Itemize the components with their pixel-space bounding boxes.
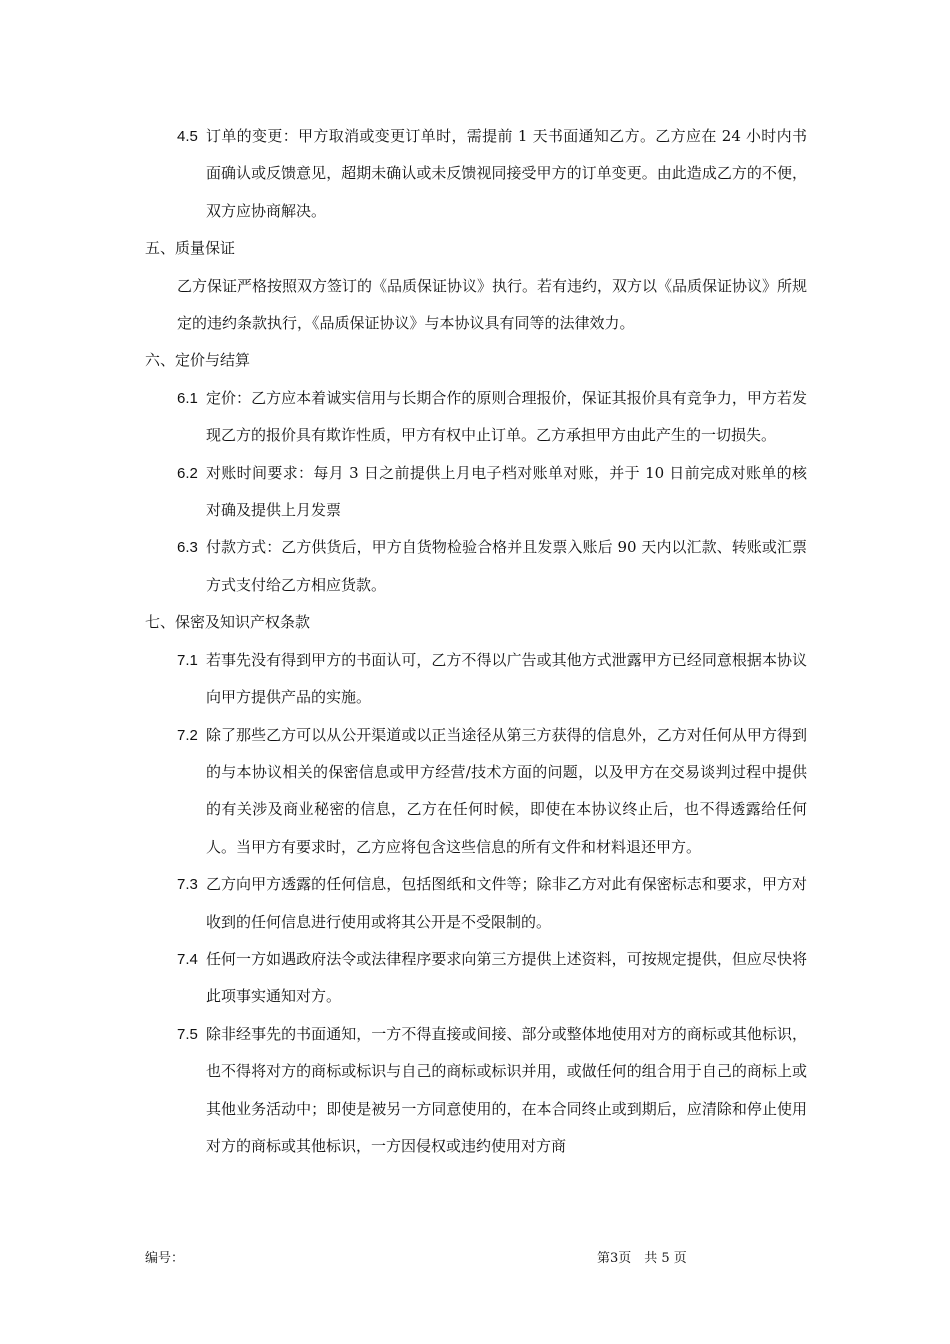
clause-text: 付款方式：乙方供货后，甲方自货物检验合格并且发票入账后 90 天内以汇款、转账或汇票方式支付给乙方相应货款。 [206,538,807,594]
clause-number: 4.5 [177,128,198,145]
paragraph-text: 乙方保证严格按照双方签订的《品质保证协议》执行。若有违约，双方以《品质保证协议》所规定的违约条款执行，《品质保证协议》与本协议具有同等的法律效力。 [177,276,808,333]
clause-7-4 [145,941,807,1016]
clause-number: 7.4 [177,950,198,968]
clause-number: 7.1 [177,651,198,669]
clause-number: 6.1 [177,389,198,407]
clause-text: 任何一方如遇政府法令或法律程序要求向第三方提供上述资料，可按规定提供，但应尽快将此项事实通知对方。 [206,949,807,1006]
clause-number: 7.5 [177,1025,198,1043]
clause-number: 7.2 [177,726,198,744]
clause-6-3 [145,529,807,604]
clause-4-5 [145,118,807,230]
section-heading-quality: 五、质量保证 [145,239,236,258]
footer-document-number: 编号： [145,1251,185,1266]
footer-page-info: 第3页 共 5 页 [597,1251,687,1266]
section-heading-pricing: 六、定价与结算 [145,351,251,370]
section-paragraph-quality [145,268,807,343]
clause-6-2 [145,455,807,530]
clause-text: 乙方向甲方透露的任何信息，包括图纸和文件等；除非乙方对此有保密标志和要求，甲方对收到的任何信息进行使用或将其公开是不受限制的。 [206,875,807,931]
clause-text: 除非经事先的书面通知，一方不得直接或间接、部分或整体地使用对方的商标或其他标识，也不得将对方的商标或标识与自己的商标或标识并用，或做任何的组合用于自己的商标上或其他业务活动中；即使是被另一方同意使用的，在本合同终止或到期后，应清除和停止使用对方的商标或其他标识，一方因侵权或违约使用对方商 [206,1024,807,1155]
clause-number: 6.2 [177,464,198,482]
document-body [145,118,807,1165]
clause-number: 7.3 [177,876,198,894]
clause-7-1 [145,642,807,717]
clause-6-1 [145,380,807,455]
clause-text: 对账时间要求：每月 3 日之前提供上月电子档对账单对账，并于 10 日前完成对账单的核对确及提供上月发票 [206,463,807,520]
clause-text: 订单的变更：甲方取消或变更订单时，需提前 1 天书面通知乙方。乙方应在 24 小时内书面确认或反馈意见，超期未确认或未反馈视同接受甲方的订单变更。由此造成乙方的不便，双方应协商解决。 [206,127,807,220]
section-heading-confidentiality: 七、保密及知识产权条款 [145,613,311,632]
clause-text: 若事先没有得到甲方的书面认可，乙方不得以广告或其他方式泄露甲方已经同意根据本协议向甲方提供产品的实施。 [206,650,807,707]
clause-7-2 [145,717,807,867]
clause-text: 定价：乙方应本着诚实信用与长期合作的原则合理报价，保证其报价具有竞争力，甲方若发现乙方的报价具有欺诈性质，甲方有权中止订单。乙方承担甲方由此产生的一切损失。 [206,388,807,445]
clause-7-3 [145,866,807,941]
clause-number: 6.3 [177,539,198,557]
clause-text: 除了那些乙方可以从公开渠道或以正当途径从第三方获得的信息外，乙方对任何从甲方得到的与本协议相关的保密信息或甲方经营/技术方面的问题，以及甲方在交易谈判过程中提供的有关涉及商业秘密的信息，乙方在任何时候，即使在本协议终止后，也不得透露给任何人。当甲方有要求时，乙方应将包含这些信息的所有文件和材料退还甲方。 [206,725,807,856]
clause-7-5 [145,1016,807,1166]
